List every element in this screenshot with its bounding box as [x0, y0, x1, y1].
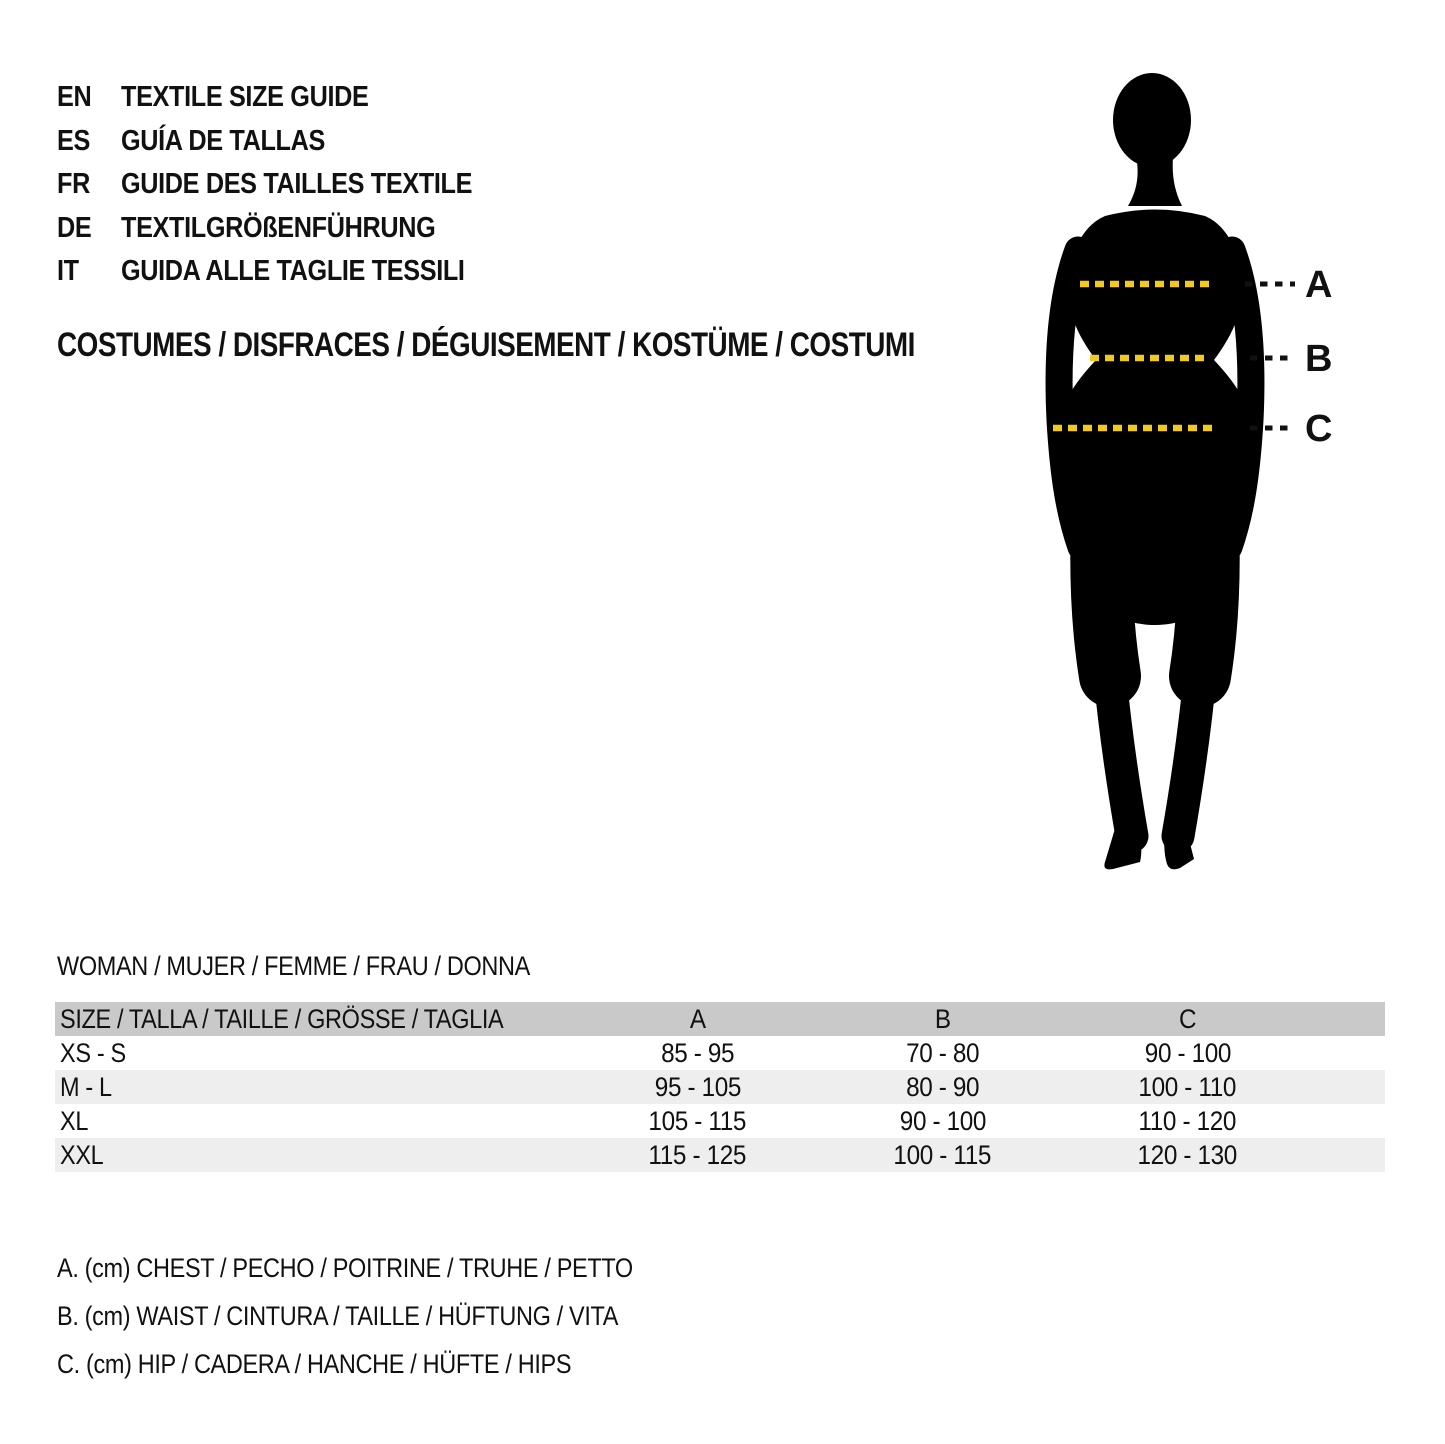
language-guide-item — [57, 120, 525, 164]
language-guide-list — [57, 76, 525, 294]
language-title: GUIDA ALLE TAGLIE TESSILI — [121, 255, 465, 288]
size-cell: XXL — [60, 1139, 104, 1170]
language-code: ES — [57, 124, 90, 157]
value-cell-c: 100 - 110 — [1138, 1071, 1237, 1102]
category-heading: COSTUMES / DISFRACES / DÉGUISEMENT / KOSTÜME / COSTUMI — [57, 326, 915, 364]
language-code: IT — [57, 255, 79, 288]
value-cell-a: 105 - 115 — [648, 1105, 747, 1136]
value-cell-b: 90 - 100 — [899, 1105, 986, 1136]
language-title: TEXTILE SIZE GUIDE — [121, 81, 369, 114]
size-table — [55, 1002, 1385, 1172]
value-cell-c: 110 - 120 — [1138, 1105, 1237, 1136]
gender-section-heading: WOMAN / MUJER / FEMME / FRAU / DONNA — [57, 951, 530, 981]
woman-silhouette-figure — [1005, 70, 1350, 882]
language-title: GUÍA DE TALLAS — [121, 124, 325, 157]
measurement-legend — [57, 1244, 719, 1388]
language-guide-item — [57, 163, 525, 207]
size-cell: XS - S — [60, 1037, 126, 1068]
value-cell-a: 95 - 105 — [654, 1071, 741, 1102]
size-table-header-size: SIZE / TALLA / TAILLE / GRÖSSE / TAGLIA — [60, 1003, 504, 1034]
marker-label-a: A — [1305, 264, 1333, 306]
size-table-header-b: B — [934, 1003, 951, 1034]
value-cell-a: 85 - 95 — [660, 1037, 735, 1068]
value-cell-b: 100 - 115 — [893, 1139, 992, 1170]
marker-label-c: C — [1305, 408, 1333, 450]
language-code: FR — [57, 168, 90, 201]
language-title: TEXTILGRÖßENFÜHRUNG — [121, 211, 436, 244]
value-cell-b: 70 - 80 — [905, 1037, 980, 1068]
measurement-legend-item: B. (cm) WAIST / CINTURA / TAILLE / HÜFTUNG / VITA — [57, 1300, 619, 1331]
size-table-header-a: A — [689, 1003, 706, 1034]
size-table-row — [55, 1104, 1385, 1138]
language-guide-item — [57, 207, 525, 251]
value-cell-b: 80 - 90 — [905, 1071, 980, 1102]
value-cell-c: 120 - 130 — [1137, 1139, 1238, 1170]
language-guide-item — [57, 76, 525, 120]
language-code: DE — [57, 211, 92, 244]
silhouette-foot-left — [1104, 822, 1141, 869]
language-guide-item — [57, 250, 525, 294]
woman-silhouette — [1059, 73, 1251, 869]
value-cell-a: 115 - 125 — [648, 1139, 747, 1170]
value-cell-c: 90 - 100 — [1144, 1037, 1231, 1068]
language-code: EN — [57, 81, 92, 114]
size-table-row — [55, 1036, 1385, 1070]
size-table-header-row — [55, 1002, 1385, 1036]
size-cell: XL — [60, 1105, 89, 1136]
size-table-row — [55, 1138, 1385, 1172]
silhouette-head — [1113, 73, 1191, 167]
language-title: GUIDE DES TAILLES TEXTILE — [121, 168, 473, 201]
measurement-legend-item: C. (cm) HIP / CADERA / HANCHE / HÜFTE / HIPS — [57, 1348, 572, 1379]
size-table-row — [55, 1070, 1385, 1104]
marker-label-b: B — [1305, 338, 1333, 380]
woman-silhouette-svg — [1005, 70, 1350, 882]
size-table-header-c: C — [1178, 1003, 1197, 1034]
size-cell: M - L — [60, 1071, 112, 1102]
measurement-legend-item: A. (cm) CHEST / PECHO / POITRINE / TRUHE / PETTO — [57, 1252, 633, 1283]
